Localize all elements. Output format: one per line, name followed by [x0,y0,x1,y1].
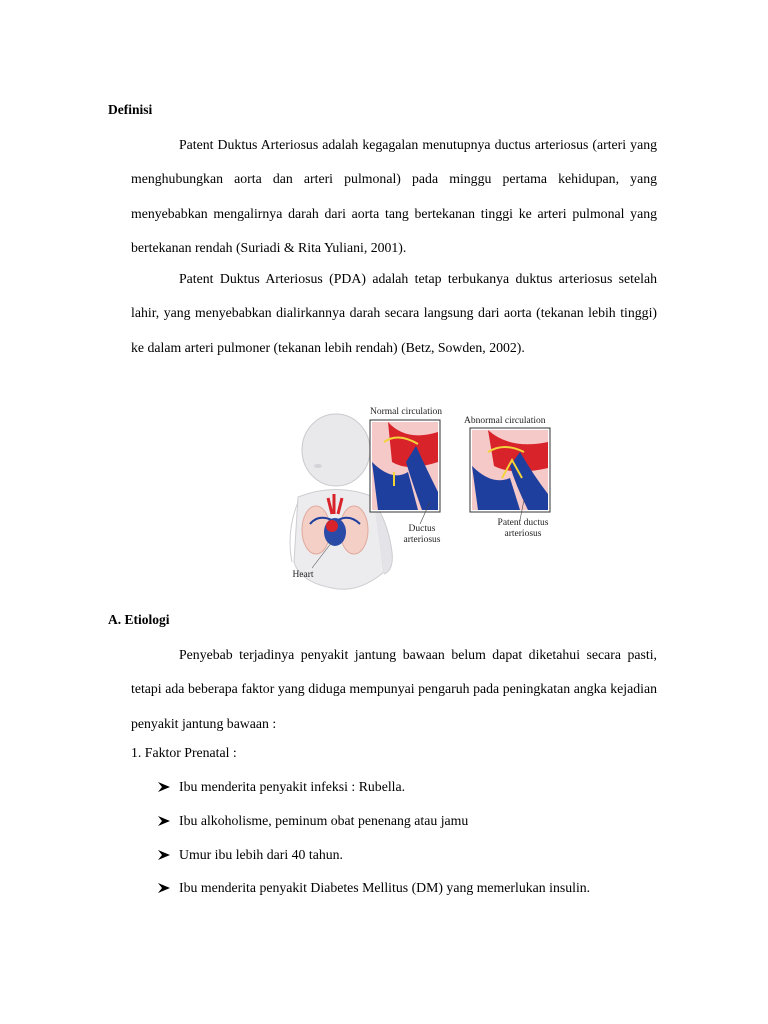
patent-label-line-2: arteriosus [504,529,542,539]
etiologi-paragraph: Penyebab terjadinya penyakit jantung bawaan belum dapat diketahui secara pasti, tetapi ada beberapa faktor yang diduga mempunyai pengaruh pada peningkatan angka kejadian penyakit jantung bawaan : [131,647,657,731]
bullet-text: Ibu menderita penyakit infeksi : Rubella. [179,779,406,794]
faktor-prenatal-item: 1. Faktor Prenatal : [131,745,237,760]
patent-ductus-label [486,518,560,540]
bullet-item [157,779,405,795]
normal-circulation-label: Normal circulation [370,407,443,417]
bullet-text: Ibu menderita penyakit Diabetes Mellitus (DM) yang memerlukan insulin. [179,880,591,895]
definisi-paragraph-2: Patent Duktus Arteriosus (PDA) adalah tetap terbukanya duktus arteriosus setelah lahir, yang menyebabkan dialirkannya darah secara langsung dari aorta (tekanan lebih tinggi) ke dalam arteri pulmoner (tekanan lebih rendah) (Betz, Sowden, 2002). [131,271,657,355]
arrow-bullet-icon [157,849,171,861]
arrow-bullet-icon [157,882,171,894]
definisi-heading: Definisi [108,102,153,117]
definisi-paragraph-1: Patent Duktus Arteriosus adalah kegagalan menutupnya ductus arteriosus (arteri yang menghubungkan aorta dan arteri pulmonal) pada minggu pertama kehidupan, yang menyebabkan mengalirnya darah dari aorta tang bertekanan tinggi ke arteri pulmonal yang bertekanan rendah (Suriadi & Rita Yuliani, 2001). [131,137,657,255]
ductus-label-line-1: Ductus [408,524,436,534]
pda-illustration-graphic [288,402,568,598]
bullet-text: Umur ibu lebih dari 40 tahun. [179,847,343,862]
ductus-label-line-2: arteriosus [403,535,441,545]
arrow-bullet-icon [157,815,171,827]
ductus-arteriosus-label [392,524,452,546]
bullet-item [157,813,468,829]
bullet-item [157,847,343,863]
abnormal-circulation-label: Abnormal circulation [464,416,546,426]
etiologi-heading: A. Etiologi [108,612,170,627]
bullet-text: Ibu alkoholisme, peminum obat penenang atau jamu [179,813,469,828]
arrow-bullet-icon [157,781,171,793]
pda-illustration [288,402,568,598]
bullet-item [157,880,590,896]
heart-label: Heart [292,570,314,580]
patent-label-line-1: Patent ductus [497,518,549,528]
